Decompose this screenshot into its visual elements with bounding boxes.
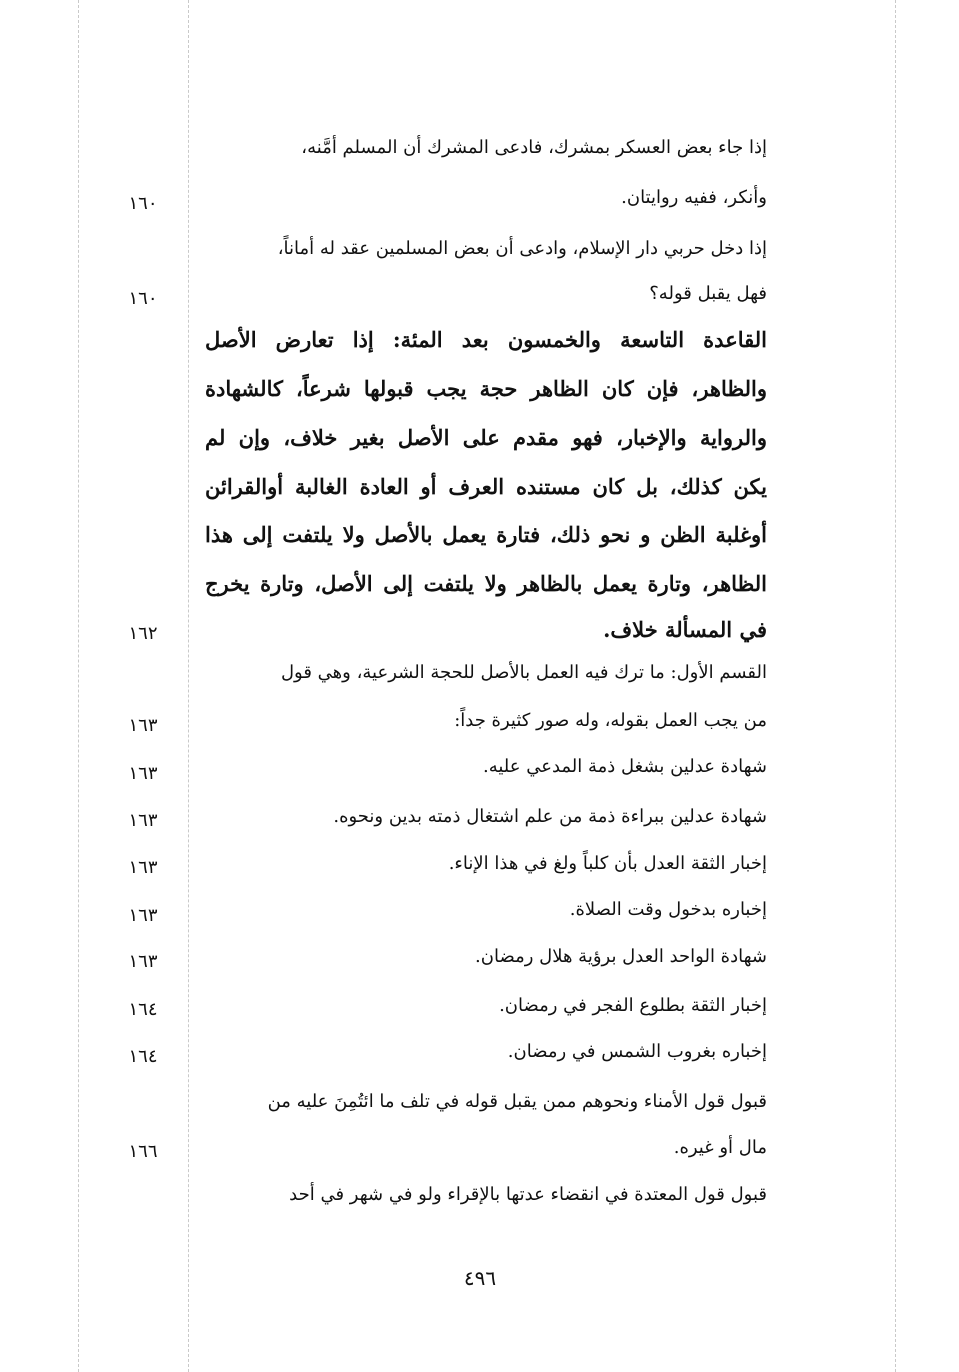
index-line: القسم الأول: ما ترك فيه العمل بالأصل للحجة الشرعية، وهي قول	[280, 662, 767, 683]
rule-heading-line: والرواية والإخبار، فهو مقدم على الأصل بغير خلاف، وإن لم	[205, 425, 767, 450]
index-line: شهادة عدلين ببراءة ذمة من علم اشتغال ذمته بدين ونحوه.	[333, 806, 767, 827]
page-ref: ١٦٠	[128, 288, 158, 309]
index-line: شهادة الواحد العدل برؤية هلال رمضان.	[475, 946, 767, 967]
index-line: من يجب العمل بقوله، وله صور كثيرة جداً:	[454, 710, 767, 731]
page-ref: ١٦٢	[128, 623, 158, 644]
page-ref: ١٦٣	[128, 715, 158, 736]
scan-guide-right	[895, 0, 896, 1372]
page-ref: ١٦٤	[128, 999, 158, 1020]
rule-heading-line: والظاهر، فإن كان الظاهر حجة يجب قبولها شرعاً، كالشهادة	[205, 376, 767, 401]
index-line: إخبار الثقة بطلوع الفجر في رمضان.	[499, 995, 767, 1016]
page-ref: ١٦٣	[128, 951, 158, 972]
index-line: إخباره بدخول وقت الصلاة.	[569, 899, 767, 920]
scan-guide-mid	[188, 0, 189, 1372]
index-line: إذا دخل حربي دار الإسلام، وادعى أن بعض المسلمين عقد له أماناً،	[277, 238, 767, 259]
page-ref: ١٦٣	[128, 810, 158, 831]
index-line: إذا جاء بعض العسكر بمشرك، فادعى المشرك أن المسلم أمَّنه،	[301, 137, 767, 158]
page-ref: ١٦٠	[128, 193, 158, 214]
scan-guide-left	[78, 0, 79, 1372]
index-line: فهل يقبل قوله؟	[649, 283, 767, 304]
rule-heading-line: يكن كذلك، بل كان مستنده العرف أو العادة الغالبة أوالقرائن	[205, 474, 767, 499]
index-line: قبول قول المعتدة في انقضاء عدتها بالإقراء ولو في شهر في أحد	[289, 1184, 767, 1205]
index-line: قبول قول الأمناء ونحوهم ممن يقبل قوله في تلف ما ائتُمِنَ عليه من	[267, 1091, 767, 1112]
index-text-column	[205, 0, 767, 1372]
index-line: إخبار الثقة العدل بأن كلباً ولغ في هذا الإناء.	[448, 853, 767, 874]
index-line: شهادة عدلين بشغل ذمة المدعي عليه.	[482, 756, 767, 777]
page-ref: ١٦٦	[128, 1141, 158, 1162]
page-ref: ١٦٤	[128, 1046, 158, 1067]
index-line: وأنكر، ففيه روايتان.	[621, 187, 767, 208]
page-ref: ١٦٣	[128, 905, 158, 926]
rule-heading-line: الظاهر، وتارة يعمل بالظاهر ولا يلتفت إلى الأصل، وتارة يخرج	[205, 571, 767, 596]
rule-heading-line: القاعدة التاسعة والخمسون بعد المئة: إذا تعارض الأصل	[205, 327, 767, 352]
page-ref: ١٦٣	[128, 857, 158, 878]
index-line: إخباره بغروب الشمس في رمضان.	[507, 1041, 767, 1062]
page-number: ٤٩٦	[463, 1266, 497, 1290]
index-line: مال أو غيره.	[673, 1137, 767, 1158]
rule-heading-line: أوغلبة الظن و نحو ذلك، فتارة يعمل بالأصل ولا يلتفت إلى هذا	[205, 522, 767, 547]
rule-heading-line: في المسألة خلاف.	[603, 617, 767, 642]
page-ref: ١٦٣	[128, 763, 158, 784]
